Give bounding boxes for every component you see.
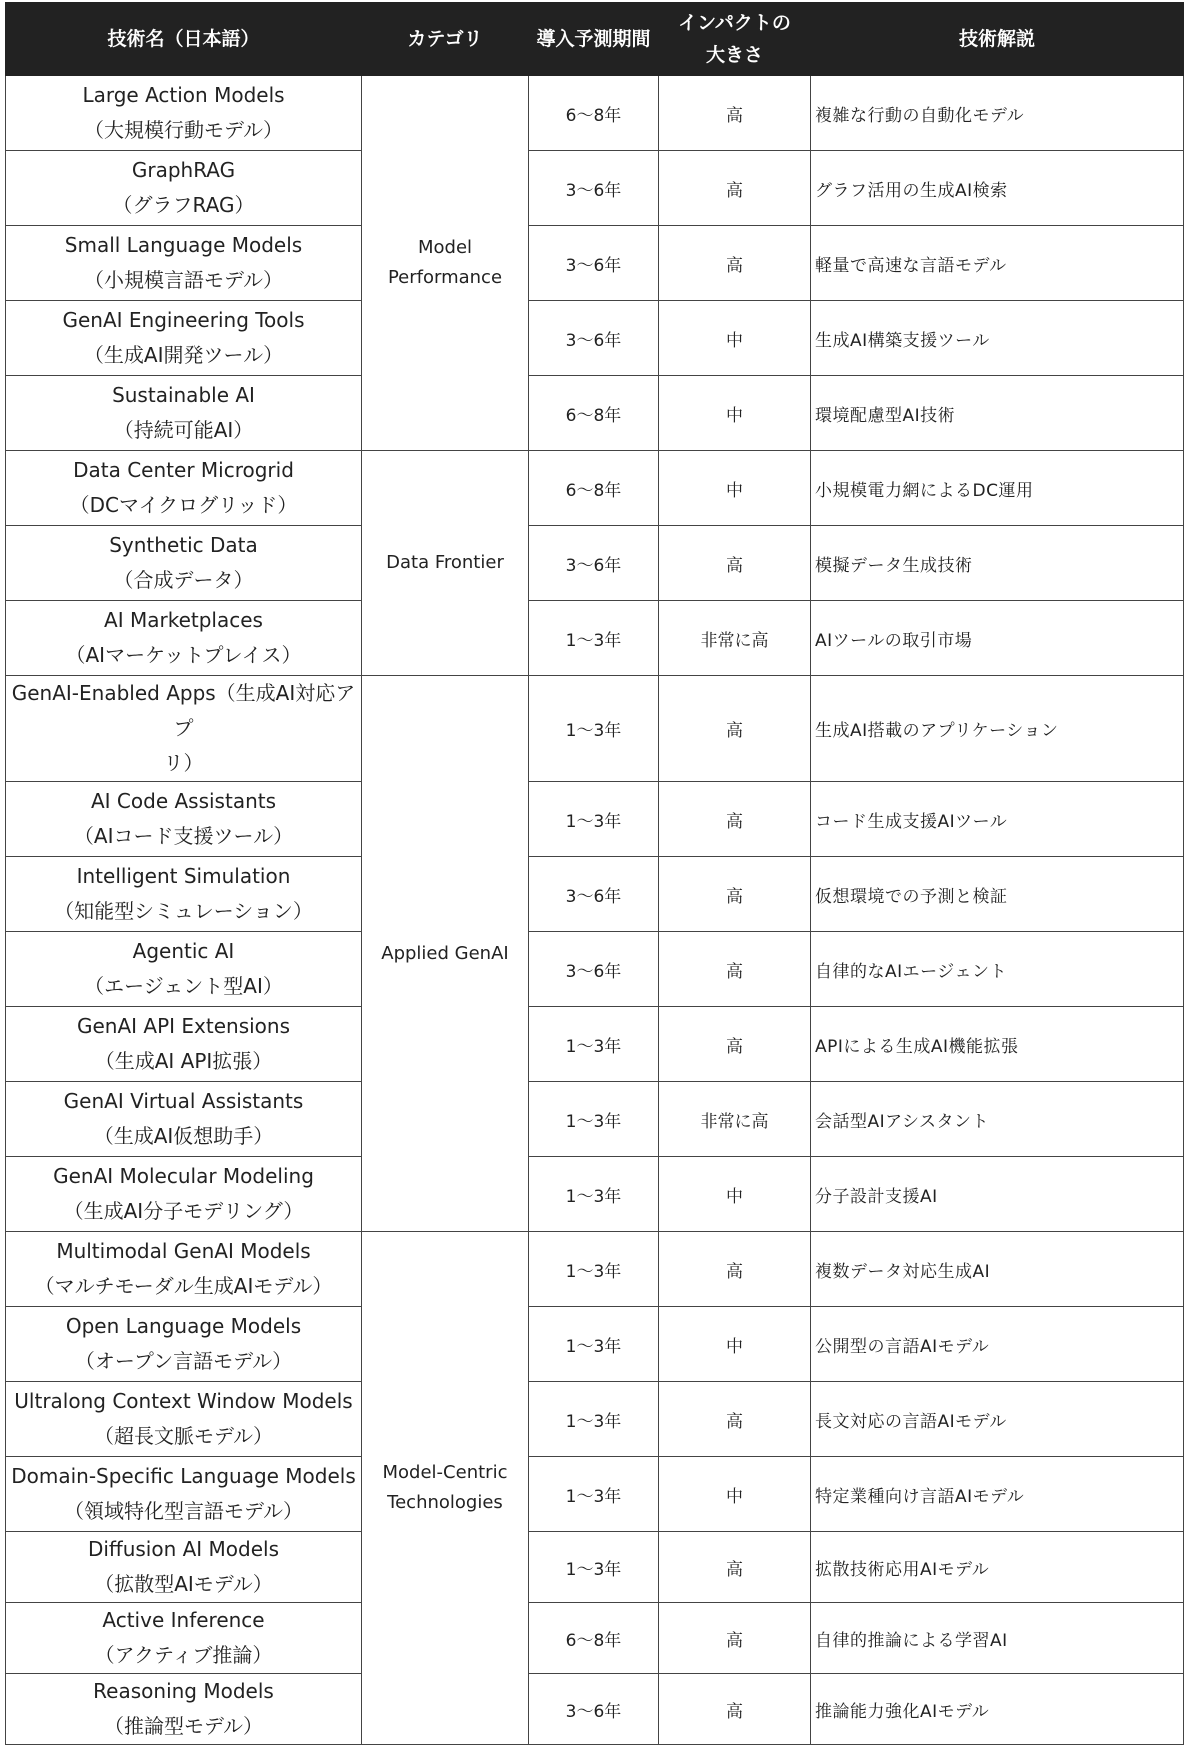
table-row xyxy=(6,857,1184,932)
description-cell: 自律的なAIエージェント xyxy=(811,932,1184,1007)
technology-name-en: Open Language Models xyxy=(65,1314,302,1338)
description-cell: 会話型AIアシスタント xyxy=(811,1082,1184,1157)
technology-name-ja: （合成データ） xyxy=(113,568,254,592)
technology-name-ja: （生成AI API拡張） xyxy=(94,1049,273,1073)
adoption-period-cell: 1～3年 xyxy=(529,1007,659,1082)
technology-name-ja: （AIコード支援ツール） xyxy=(73,824,294,848)
impact-cell: 高 xyxy=(659,782,811,857)
technology-name-en: GenAI Molecular Modeling xyxy=(53,1164,314,1188)
technology-name-cell xyxy=(6,1457,362,1532)
description-cell: 長文対応の言語AIモデル xyxy=(811,1382,1184,1457)
technology-name-en: GenAI API Extensions xyxy=(76,1014,291,1038)
table-row xyxy=(6,1532,1184,1603)
technology-name-ja: （DCマイクログリッド） xyxy=(69,493,298,517)
description-cell: 分子設計支援AI xyxy=(811,1157,1184,1232)
technology-name-en: AI Marketplaces xyxy=(104,608,263,632)
technology-name-cell xyxy=(6,601,362,676)
technology-name-en: Multimodal GenAI Models xyxy=(56,1239,311,1263)
adoption-period-cell: 3～6年 xyxy=(529,151,659,226)
technology-name-ja: （オープン言語モデル） xyxy=(74,1349,293,1373)
header-impact-line2: 大きさ xyxy=(705,44,763,66)
technology-name-cell xyxy=(6,376,362,451)
table-row xyxy=(6,676,1184,782)
technology-name-ja: （グラフRAG） xyxy=(112,193,255,217)
adoption-period-cell: 1～3年 xyxy=(529,1457,659,1532)
technology-name-cell xyxy=(6,1007,362,1082)
table-row xyxy=(6,1603,1184,1674)
technology-name-ja: （AIマーケットプレイス） xyxy=(65,643,302,667)
adoption-period-cell: 6～8年 xyxy=(529,451,659,526)
impact-cell: 高 xyxy=(659,151,811,226)
impact-cell: 高 xyxy=(659,526,811,601)
technology-name-en: Reasoning Models xyxy=(93,1679,274,1703)
technology-name-ja: （小規模言語モデル） xyxy=(84,268,283,292)
impact-cell: 非常に高 xyxy=(659,601,811,676)
adoption-period-cell: 1～3年 xyxy=(529,676,659,782)
impact-cell: 中 xyxy=(659,376,811,451)
technology-name-en: AI Code Assistants xyxy=(90,789,277,813)
technology-name-en: GraphRAG xyxy=(131,158,236,182)
technology-name-cell xyxy=(6,1674,362,1745)
table-row xyxy=(6,1674,1184,1745)
impact-cell: 高 xyxy=(659,857,811,932)
description-cell: APIによる生成AI機能拡張 xyxy=(811,1007,1184,1082)
impact-cell: 非常に高 xyxy=(659,1082,811,1157)
technology-name-ja: （エージェント型AI） xyxy=(84,974,283,998)
table-row xyxy=(6,1307,1184,1382)
technology-name-en: Small Language Models xyxy=(64,233,303,257)
table-row xyxy=(6,76,1184,151)
header-technology-name: 技術名（日本語） xyxy=(6,3,362,76)
adoption-period-cell: 1～3年 xyxy=(529,1382,659,1457)
technology-name-ja: （領域特化型言語モデル） xyxy=(64,1499,303,1523)
description-cell: 推論能力強化AIモデル xyxy=(811,1674,1184,1745)
description-cell: コード生成支援AIツール xyxy=(811,782,1184,857)
impact-cell: 高 xyxy=(659,1007,811,1082)
technology-table-container xyxy=(5,2,1183,1745)
table-row xyxy=(6,301,1184,376)
description-cell: 特定業種向け言語AIモデル xyxy=(811,1457,1184,1532)
category-cell: Model Performance xyxy=(362,76,529,451)
description-cell: 軽量で高速な言語モデル xyxy=(811,226,1184,301)
technology-name-cell xyxy=(6,76,362,151)
technology-name-ja: （生成AI開発ツール） xyxy=(83,343,284,367)
technology-name-cell xyxy=(6,1082,362,1157)
header-adoption-period: 導入予測期間 xyxy=(529,3,659,76)
adoption-period-cell: 3～6年 xyxy=(529,932,659,1007)
table-row xyxy=(6,932,1184,1007)
technology-name-en: GenAI-Enabled Apps（生成AI対応アプ xyxy=(11,681,356,740)
table-row xyxy=(6,376,1184,451)
category-cell xyxy=(362,1232,529,1745)
header-impact-line1: インパクトの xyxy=(678,11,791,34)
technology-name-ja: （超長文脈モデル） xyxy=(94,1424,273,1448)
technology-name-en: Domain-Specific Language Models xyxy=(11,1464,356,1488)
technology-name-ja: （アクティブ推論） xyxy=(94,1643,273,1667)
impact-cell: 高 xyxy=(659,226,811,301)
impact-cell: 中 xyxy=(659,1307,811,1382)
technology-name-ja: （生成AI仮想助手） xyxy=(93,1124,274,1148)
adoption-period-cell: 6～8年 xyxy=(529,1603,659,1674)
technology-name-ja: リ） xyxy=(163,751,204,775)
technology-name-en: Large Action Models xyxy=(82,83,285,107)
technology-name-en: Data Center Microgrid xyxy=(73,458,294,482)
table-row xyxy=(6,1157,1184,1232)
adoption-period-cell: 3～6年 xyxy=(529,226,659,301)
impact-cell: 高 xyxy=(659,76,811,151)
table-row xyxy=(6,1232,1184,1307)
technology-name-en: Sustainable AI xyxy=(112,383,255,407)
description-cell: 環境配慮型AI技術 xyxy=(811,376,1184,451)
category-cell: Applied GenAI xyxy=(362,676,529,1232)
technology-name-en: GenAI Virtual Assistants xyxy=(63,1089,304,1113)
header-description: 技術解説 xyxy=(811,3,1184,76)
technology-name-cell xyxy=(6,451,362,526)
technology-name-en: Ultralong Context Window Models xyxy=(14,1389,353,1413)
table-row xyxy=(6,226,1184,301)
description-cell: 模擬データ生成技術 xyxy=(811,526,1184,601)
impact-cell: 中 xyxy=(659,1157,811,1232)
impact-cell: 高 xyxy=(659,676,811,782)
impact-cell: 高 xyxy=(659,1603,811,1674)
technology-name-en: Active Inference xyxy=(102,1608,265,1632)
header-category: カテゴリ xyxy=(362,3,529,76)
header-impact xyxy=(659,3,811,76)
description-cell: グラフ活用の生成AI検索 xyxy=(811,151,1184,226)
adoption-period-cell: 1～3年 xyxy=(529,1157,659,1232)
table-row xyxy=(6,151,1184,226)
technology-name-en: Diffusion AI Models xyxy=(87,1537,280,1561)
impact-cell: 高 xyxy=(659,1532,811,1603)
impact-cell: 高 xyxy=(659,1382,811,1457)
table-row xyxy=(6,1082,1184,1157)
adoption-period-cell: 1～3年 xyxy=(529,1307,659,1382)
technology-name-cell xyxy=(6,301,362,376)
technology-name-cell xyxy=(6,782,362,857)
description-cell: 自律的推論による学習AI xyxy=(811,1603,1184,1674)
technology-name-ja: （大規模行動モデル） xyxy=(84,118,283,142)
technology-name-cell xyxy=(6,151,362,226)
technology-name-ja: （マルチモーダル生成AIモデル） xyxy=(34,1274,333,1298)
impact-cell: 高 xyxy=(659,932,811,1007)
table-row xyxy=(6,526,1184,601)
impact-cell: 高 xyxy=(659,1232,811,1307)
description-cell: 拡散技術応用AIモデル xyxy=(811,1532,1184,1603)
technology-table xyxy=(5,2,1184,1745)
technology-name-ja: （持続可能AI） xyxy=(113,418,254,442)
technology-name-cell xyxy=(6,1232,362,1307)
category-cell: Data Frontier xyxy=(362,451,529,676)
technology-name-cell xyxy=(6,1532,362,1603)
technology-name-cell xyxy=(6,676,362,782)
table-row xyxy=(6,1007,1184,1082)
table-row xyxy=(6,1382,1184,1457)
technology-name-en: Intelligent Simulation xyxy=(76,864,291,888)
technology-name-ja: （生成AI分子モデリング） xyxy=(63,1199,304,1223)
table-row xyxy=(6,1457,1184,1532)
description-cell: 小規模電力網によるDC運用 xyxy=(811,451,1184,526)
adoption-period-cell: 6～8年 xyxy=(529,76,659,151)
description-cell: 公開型の言語AIモデル xyxy=(811,1307,1184,1382)
adoption-period-cell: 1～3年 xyxy=(529,601,659,676)
technology-name-en: GenAI Engineering Tools xyxy=(62,308,305,332)
table-row xyxy=(6,451,1184,526)
technology-name-en: Agentic AI xyxy=(132,939,235,963)
description-cell: 生成AI構築支援ツール xyxy=(811,301,1184,376)
adoption-period-cell: 1～3年 xyxy=(529,1532,659,1603)
adoption-period-cell: 6～8年 xyxy=(529,376,659,451)
adoption-period-cell: 3～6年 xyxy=(529,526,659,601)
technology-name-cell xyxy=(6,857,362,932)
adoption-period-cell: 1～3年 xyxy=(529,782,659,857)
adoption-period-cell: 1～3年 xyxy=(529,1082,659,1157)
impact-cell: 中 xyxy=(659,451,811,526)
category-label-line1: Model-Centric xyxy=(382,1462,508,1483)
technology-name-en: Synthetic Data xyxy=(109,533,258,557)
description-cell: 複数データ対応生成AI xyxy=(811,1232,1184,1307)
description-cell: 生成AI搭載のアプリケーション xyxy=(811,676,1184,782)
technology-name-ja: （推論型モデル） xyxy=(104,1714,263,1738)
technology-name-cell xyxy=(6,1382,362,1457)
technology-name-cell xyxy=(6,1157,362,1232)
adoption-period-cell: 3～6年 xyxy=(529,1674,659,1745)
adoption-period-cell: 1～3年 xyxy=(529,1232,659,1307)
category-label-line2: Technologies xyxy=(387,1492,503,1513)
technology-name-ja: （拡散型AIモデル） xyxy=(94,1572,273,1596)
technology-name-cell xyxy=(6,526,362,601)
table-row xyxy=(6,601,1184,676)
table-row xyxy=(6,782,1184,857)
table-header-row xyxy=(6,3,1184,76)
technology-name-cell xyxy=(6,932,362,1007)
adoption-period-cell: 3～6年 xyxy=(529,857,659,932)
technology-name-cell xyxy=(6,1603,362,1674)
impact-cell: 中 xyxy=(659,301,811,376)
technology-name-cell xyxy=(6,1307,362,1382)
description-cell: 複雑な行動の自動化モデル xyxy=(811,76,1184,151)
impact-cell: 高 xyxy=(659,1674,811,1745)
description-cell: AIツールの取引市場 xyxy=(811,601,1184,676)
adoption-period-cell: 3～6年 xyxy=(529,301,659,376)
impact-cell: 中 xyxy=(659,1457,811,1532)
description-cell: 仮想環境での予測と検証 xyxy=(811,857,1184,932)
technology-name-ja: （知能型シミュレーション） xyxy=(54,899,313,923)
technology-name-cell xyxy=(6,226,362,301)
